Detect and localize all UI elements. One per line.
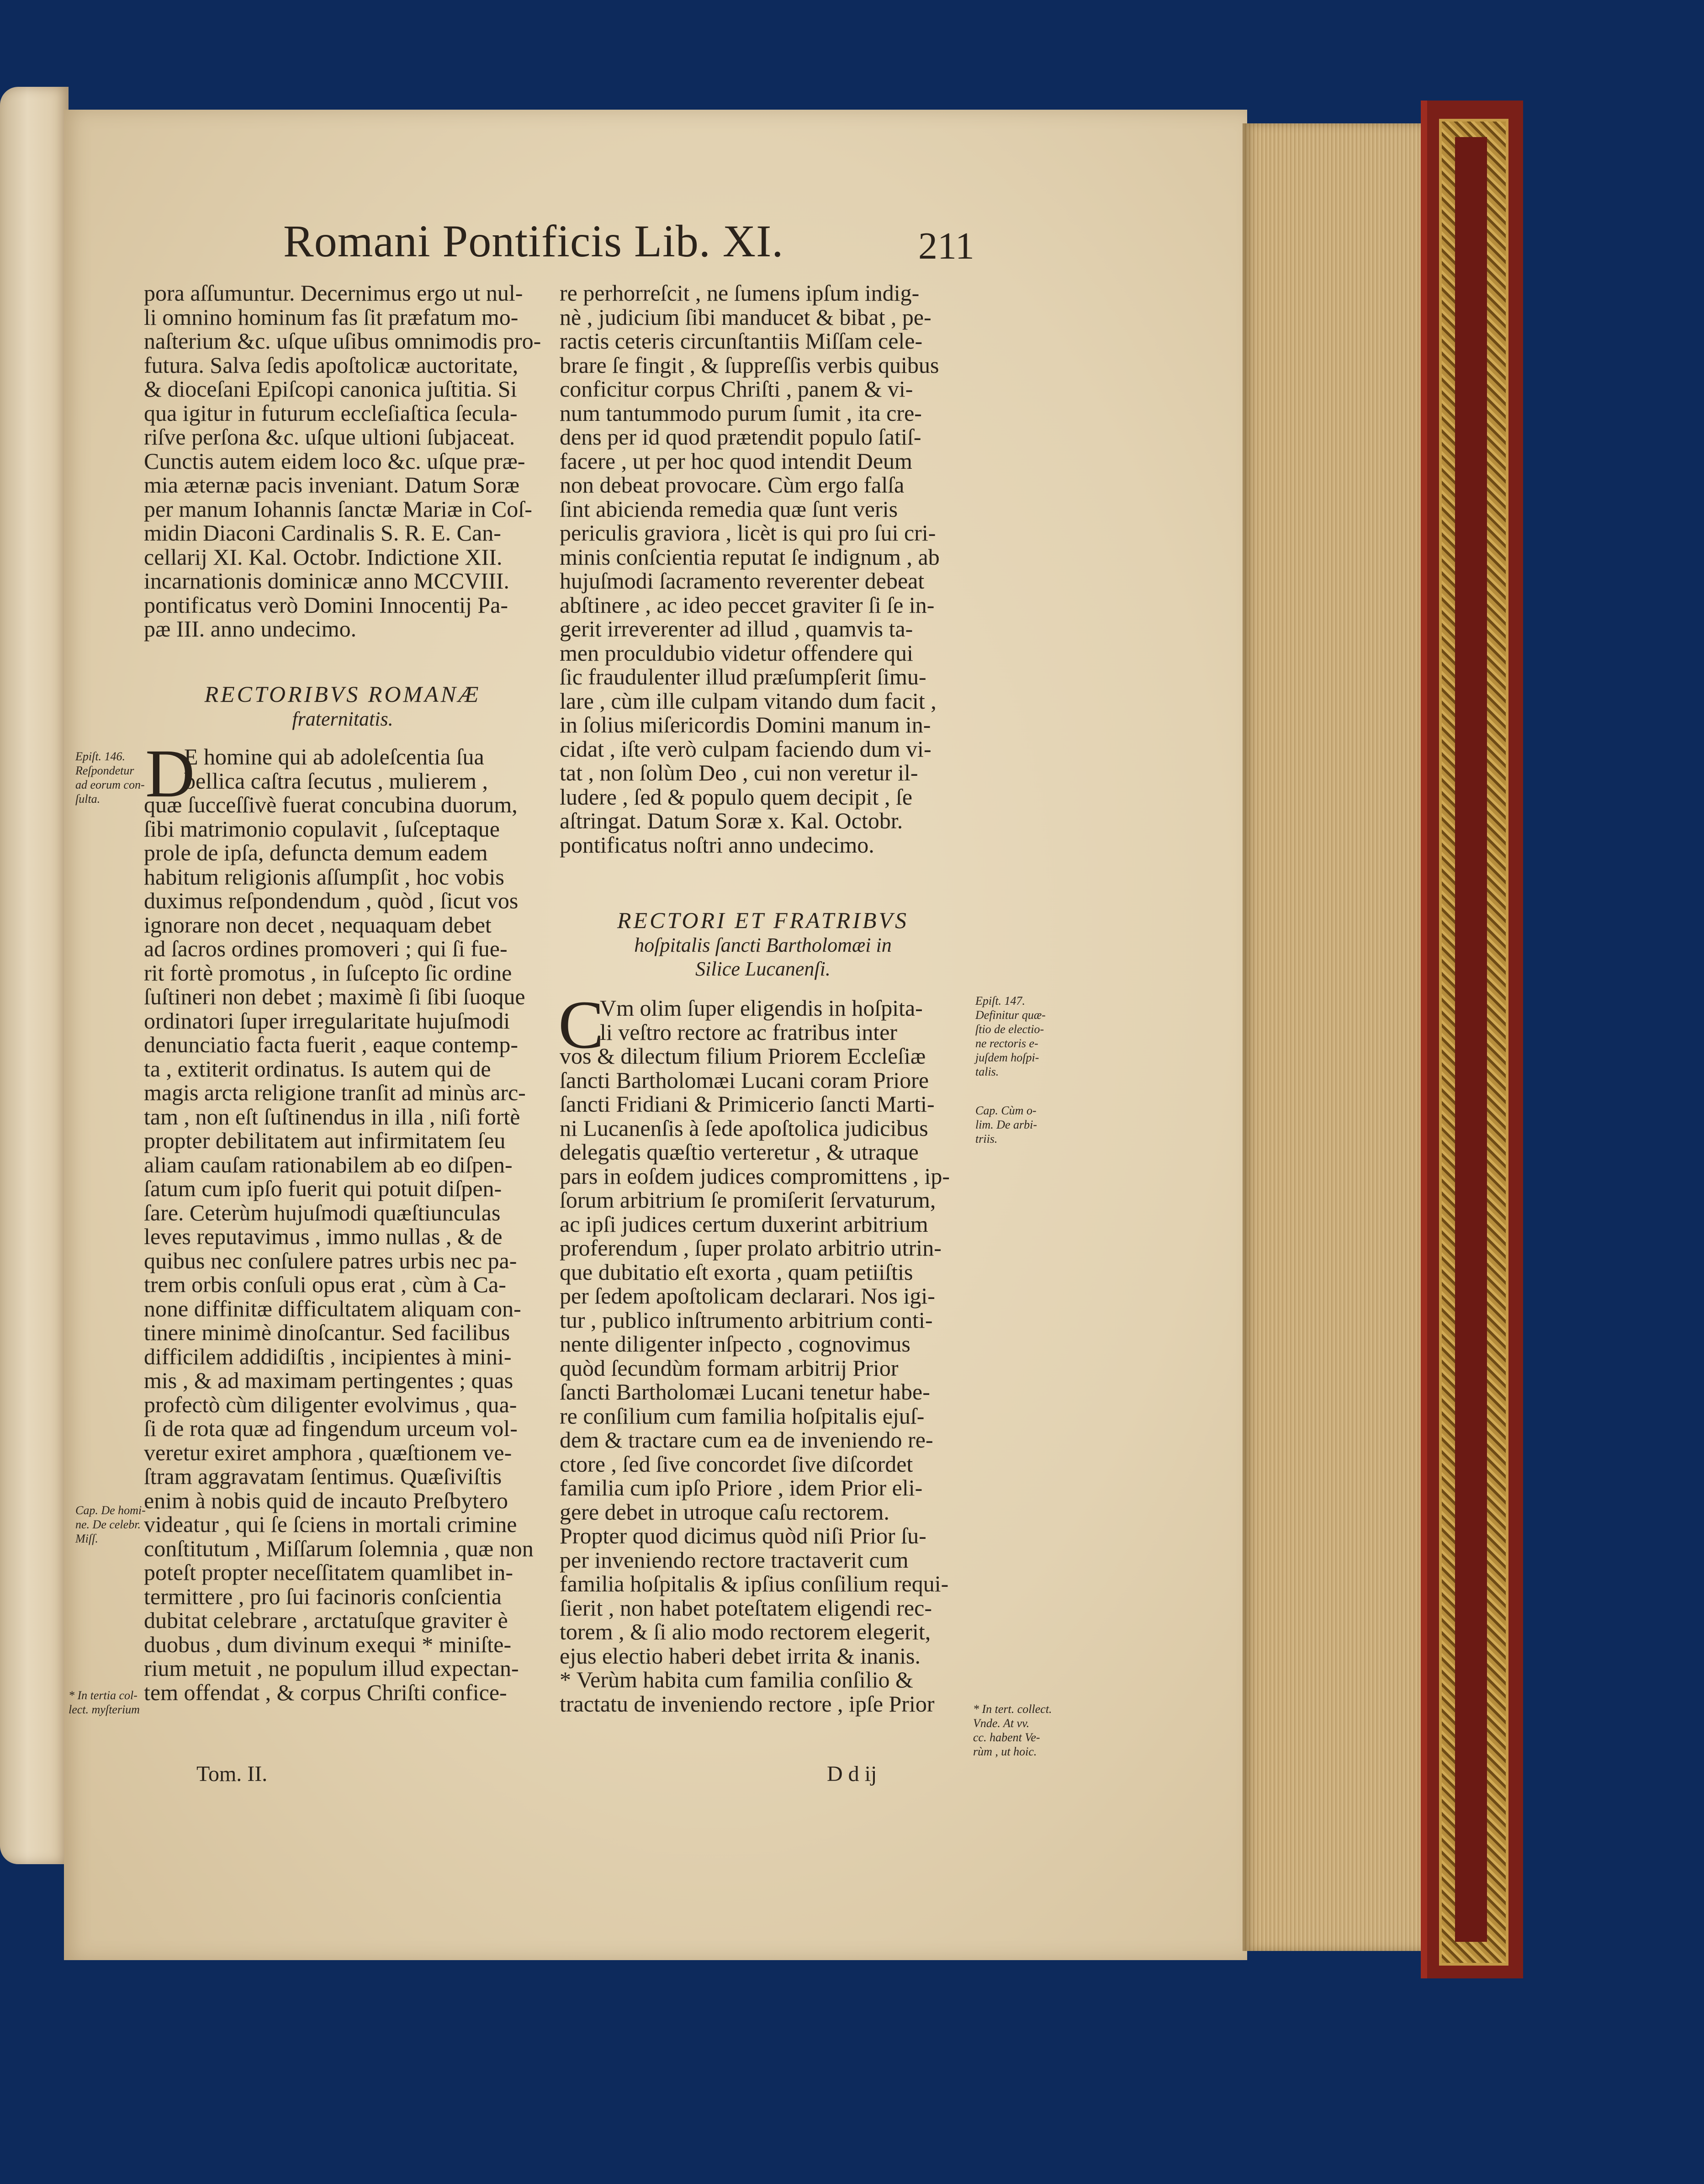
text-line: vos & dilectum filium Priorem Eccleſiæ	[560, 1043, 926, 1069]
text-line: que dubitatio eſt exorta , quam petiiſtis	[560, 1259, 913, 1285]
text-line: hujuſmodi ſacramento reverenter debeat	[560, 568, 925, 594]
text-line: prole de ipſa, defuncta demum eadem	[144, 840, 488, 865]
margin-note-right-1	[975, 994, 1046, 1079]
text-line: periculis graviora , licèt is qui pro ſui cri-	[560, 520, 936, 546]
note-line: Cap. De homi-	[75, 1504, 146, 1517]
text-line: bellica caſtra ſecutus , mulierem ,	[184, 768, 488, 794]
text-line: ſierit , non habet poteſtatem eligendi rec-	[560, 1595, 932, 1621]
right-rubric	[560, 907, 966, 981]
text-line: in ſolius miſericordis Domini manum in-	[560, 712, 931, 737]
margin-note-right-2	[975, 1103, 1037, 1146]
tome-label: Tom. II.	[196, 1762, 268, 1786]
note-line: ſulta.	[75, 792, 101, 806]
note-line: Definitur quæ-	[975, 1008, 1046, 1022]
text-line: ractis ceteris circunſtantiis Miſſam cele-	[560, 328, 923, 354]
note-line: lim. De arbi-	[975, 1118, 1037, 1131]
text-line: ni Lucanenſis à ſede apoſtolica judicibus	[560, 1115, 928, 1141]
text-line: ignorare non decet , nequaquam debet	[144, 912, 492, 938]
page-block-edge	[1243, 123, 1434, 1951]
text-line: ctore , ſed ſive concordet ſive diſcordet	[560, 1451, 913, 1477]
text-line: ſi de rota quæ ad fingendum urceum vol-	[144, 1415, 518, 1441]
rubric-title: RECTORIBVS ROMANÆ	[204, 681, 481, 707]
text-line: termittere , pro ſui facinoris conſcientia	[144, 1583, 502, 1609]
text-line: ſorum arbitrium ſe promiſerit ſervaturum,	[560, 1187, 936, 1213]
text-line: nè , judicium ſibi manducet & bibat , pe-	[560, 304, 931, 330]
text-line: quòd ſecundùm formam arbitrij Prior	[560, 1355, 899, 1381]
note-line: Epiſt. 146.	[75, 750, 126, 763]
text-line: rit fortè promotus , in ſuſcepto ſic ordine	[144, 959, 512, 986]
note-line: cc. habent Ve-	[973, 1731, 1040, 1744]
text-line: brare ſe fingit , & ſuppreſſis verbis quibus	[560, 352, 939, 378]
text-line: dens per id quod prætendit populo ſatiſ-	[560, 424, 921, 450]
left-column-body	[144, 745, 541, 1704]
margin-note-right-3	[973, 1702, 1052, 1759]
note-line: talis.	[975, 1065, 999, 1078]
note-line: Vnde. At vv.	[973, 1717, 1030, 1730]
text-line: tractatu de inveniendo rectore , ipſe Prior	[560, 1691, 935, 1717]
text-line: lare , cùm ille culpam vitando dum facit ,	[560, 688, 937, 714]
text-line: pæ III. anno undecimo.	[144, 616, 357, 641]
text-line: ſatum cum ipſo fuerit qui potuit diſpen-	[144, 1176, 502, 1201]
text-line: veretur exiret amphora , quæſtionem ve-	[144, 1439, 512, 1465]
cover-inner-band	[1455, 137, 1487, 1942]
text-line: leves reputavimus , immo nullas , & de	[144, 1224, 503, 1249]
margin-note-left-1	[75, 749, 145, 806]
note-line: juſdem hoſpi-	[975, 1051, 1039, 1064]
text-line: per inveniendo rectore tractaverit cum	[560, 1547, 909, 1573]
text-line: delegatis quæſtio verteretur , & utraque	[560, 1139, 919, 1165]
note-line: Cap. Cùm o-	[975, 1104, 1037, 1117]
text-line: facere , ut per hoc quod intendit Deum	[560, 448, 912, 474]
text-line: num tantummodo purum ſumit , ita cre-	[560, 400, 922, 426]
text-line: ſancti Fridiani & Primicerio ſancti Marti-	[560, 1091, 935, 1117]
text-line: gerit irreverenter ad illud , quamvis ta-	[560, 616, 913, 641]
text-line: pora aſſumuntur. Decernimus ergo ut nul-	[144, 280, 523, 306]
text-line: ſic fraudulenter illud præſumpſerit ſimu-	[560, 664, 926, 689]
text-line: minis conſcientia reputat ſe indignum , ab	[560, 544, 940, 570]
note-line: ſtio de electio-	[975, 1023, 1044, 1036]
note-line: triis.	[975, 1132, 998, 1145]
text-line: videatur , qui ſe ſciens in mortali crimine	[144, 1511, 517, 1537]
text-line: mia æternæ pacis inveniant. Datum Soræ	[144, 472, 520, 498]
text-line: habitum religionis aſſumpſit , hoc vobis	[144, 864, 504, 890]
text-line: difficilem addidiſtis , incipientes à mini-	[144, 1343, 512, 1369]
facing-page-edge	[0, 87, 69, 1864]
text-line: & dioceſani Epiſcopi canonica juſtitia. Si	[144, 376, 517, 402]
text-line: pars in eoſdem judices compromittens , ip-	[560, 1163, 950, 1189]
text-line: conficitur corpus Chriſti , panem & vi-	[560, 376, 913, 402]
text-line: ſare. Ceterùm hujuſmodi quæſtiunculas	[144, 1199, 501, 1225]
rubric-subtitle: hoſpitalis ſancti Bartholomæi in	[634, 934, 892, 956]
note-line: ad eorum con-	[75, 778, 145, 791]
text-line: riſve perſona &c. uſque ultioni ſubjaceat.	[144, 424, 515, 450]
text-line: denunciatio facta fuerit , eaque contemp-	[144, 1032, 519, 1057]
text-line: cidat , iſte verò culpam faciendo dum vi-	[560, 736, 931, 762]
text-line: conſtitutum , Miſſarum ſolemnia , quæ non	[144, 1535, 534, 1561]
rubric-title: RECTORI ET FRATRIBVS	[617, 907, 909, 933]
text-line: E homine qui ab adoleſcentia ſua	[184, 744, 484, 769]
text-line: profectò cùm diligenter evolvimus , qua-	[144, 1391, 517, 1417]
text-line: rium metuit , ne populum illud expectan-	[144, 1655, 519, 1681]
margin-note-left-3	[69, 1688, 140, 1717]
note-line: lect. myſterium	[69, 1703, 140, 1716]
drop-cap-c: C	[558, 987, 604, 1063]
text-line: ejus electio haberi debet irrita & inanis.	[560, 1643, 921, 1669]
text-line: familia hoſpitalis & ipſius conſilium requi-	[560, 1571, 949, 1596]
right-column-body	[560, 996, 966, 1716]
text-line: trem orbis conſuli opus erat , cùm à Ca-	[144, 1272, 506, 1297]
text-line: ſtram aggravatam ſentimus. Quæſiviſtis	[144, 1463, 502, 1489]
text-line: magis arcta religione tranſit ad minùs arc-	[144, 1080, 526, 1105]
rubric-subtitle: fraternitatis.	[292, 708, 393, 730]
signature-mark: D d ij	[827, 1762, 877, 1786]
text-line: tat , non ſolùm Deo , cui non veretur il-	[560, 760, 918, 785]
text-line: torem , & ſi alio modo rectorem elegerit,	[560, 1619, 931, 1644]
text-line: nente diligenter inſpecto , cognovimus	[560, 1331, 910, 1357]
text-line: men proculdubio videtur offendere qui	[560, 640, 913, 666]
text-line: tur , publico inſtrumento arbitrium conti-	[560, 1307, 933, 1333]
text-line: li veſtro rectore ac fratribus inter	[600, 1019, 898, 1045]
text-line: tam , non eſt ſuſtinendus in illa , niſi fortè	[144, 1103, 520, 1129]
margin-note-left-2	[75, 1503, 146, 1546]
text-line: ſancti Bartholomæi Lucani coram Priore	[560, 1067, 929, 1093]
text-line: ſancti Bartholomæi Lucani tenetur habe-	[560, 1379, 930, 1405]
text-line: li omnino hominum fas ſit præfatum mo-	[144, 304, 519, 330]
text-line: aſtringat. Datum Soræ x. Kal. Octobr.	[560, 808, 903, 833]
text-line: quibus nec conſulere patres urbis nec pa-	[144, 1247, 517, 1273]
right-column-top	[560, 281, 966, 857]
text-line: none diffinitæ difficultatem aliquam con-	[144, 1295, 521, 1321]
text-line: enim à nobis quid de incauto Preſbytero	[144, 1487, 508, 1513]
text-line: ordinatori ſuper irregularitate hujuſmodi	[144, 1007, 510, 1034]
text-line: * Verùm habita cum familia conſilio &	[560, 1667, 913, 1692]
text-line: pontificatus noſtri anno undecimo.	[560, 832, 874, 858]
text-line: futura. Salva ſedis apoſtolicæ auctoritate,	[144, 352, 519, 378]
rubric-subtitle: Silice Lucanenſi.	[695, 958, 831, 980]
note-line: Miſſ.	[75, 1532, 98, 1545]
text-line: abſtinere , ac ideo peccet graviter ſi ſe in-	[560, 592, 935, 618]
text-line: ac ipſi judices certum duxerint arbitrium	[560, 1211, 928, 1237]
text-line: ad ſacros ordines promoveri ; qui ſi fue-	[144, 936, 508, 961]
text-line: dubitat celebrare , arctatuſque graviter è	[144, 1607, 508, 1633]
text-line: Propter quod dicimus quòd niſi Prior ſu-	[560, 1523, 926, 1548]
text-line: poteſt propter neceſſitatem quamlibet in-	[144, 1559, 513, 1585]
text-line: dem & tractare cum ea de inveniendo re-	[560, 1427, 933, 1452]
note-line: Reſpondetur	[75, 764, 134, 777]
text-line: mis , & ad maximam pertingentes ; quas	[144, 1368, 513, 1393]
text-line: duximus reſpondendum , quòd , ſicut vos	[144, 888, 519, 913]
text-line: propter debilitatem aut infirmitatem ſeu	[144, 1128, 506, 1153]
text-line: ludere , ſed & populo quem decipit , ſe	[560, 784, 913, 810]
note-line: rùm , ut hoic.	[973, 1745, 1037, 1758]
text-line: pontificatus verò Domini Innocentij Pa-	[144, 592, 508, 618]
text-line: qua igitur in futurum eccleſiaſtica ſecula-	[144, 400, 518, 426]
running-head: Romani Pontificis Lib. XI.	[283, 216, 784, 266]
drop-cap-d: D	[145, 736, 195, 811]
note-line: Epiſt. 147.	[975, 994, 1026, 1007]
text-line: aliam cauſam rationabilem ab eo diſpen-	[144, 1151, 513, 1177]
note-line: ne rectoris e-	[975, 1037, 1038, 1050]
text-line: quæ ſucceſſivè fuerat concubina duorum,	[144, 792, 518, 817]
text-line: tinere minimè dinoſcantur. Sed facilibus	[144, 1320, 510, 1345]
text-line: gere debet in utroque caſu rectorem.	[560, 1499, 889, 1525]
text-line: per manum Iohannis ſanctæ Mariæ in Coſ-	[144, 496, 532, 522]
text-line: per ſedem apoſtolicam declarari. Nos igi-	[560, 1283, 935, 1309]
text-line: ſint abicienda remedia quæ ſunt veris	[560, 496, 898, 522]
text-line: proferendum , ſuper prolato arbitrio utrin-	[560, 1235, 942, 1261]
left-column-top	[144, 281, 541, 641]
left-rubric	[144, 681, 541, 731]
text-line: ta , extiterit ordinatus. Is autem qui de	[144, 1055, 491, 1081]
text-line: ſuſtineri non debet ; maximè ſi ſibi ſuoque	[144, 984, 525, 1009]
text-line: duobus , dum divinum exequi * miniſte-	[144, 1631, 512, 1657]
note-line: * In tertia col-	[69, 1689, 138, 1702]
text-line: re conſilium cum familia hoſpitalis ejuſ-	[560, 1403, 925, 1429]
text-line: familia cum ipſo Priore , idem Prior eli-	[560, 1475, 923, 1500]
text-line: Vm olim ſuper eligendis in hoſpita-	[600, 995, 923, 1021]
note-line: ne. De celebr.	[75, 1518, 141, 1531]
text-line: naſterium &c. uſque uſibus omnimodis pro-	[144, 328, 541, 354]
page-number: 211	[918, 225, 974, 267]
text-line: cellarij XI. Kal. Octobr. Indictione XII.	[144, 544, 503, 570]
text-line: non debeat provocare. Cùm ergo falſa	[560, 472, 905, 498]
text-line: incarnationis dominicæ anno MCCVIII.	[144, 568, 509, 594]
text-line: re perhorreſcit , ne ſumens ipſum indig-	[560, 280, 920, 306]
text-line: ſibi matrimonio copulavit , ſuſceptaque	[144, 816, 500, 842]
text-line: midin Diaconi Cardinalis S. R. E. Can-	[144, 520, 501, 546]
text-line: tem offendat , & corpus Chriſti confice-	[144, 1679, 507, 1705]
note-line: * In tert. collect.	[973, 1702, 1052, 1716]
text-line: Cunctis autem eidem loco &c. uſque præ-	[144, 448, 525, 474]
